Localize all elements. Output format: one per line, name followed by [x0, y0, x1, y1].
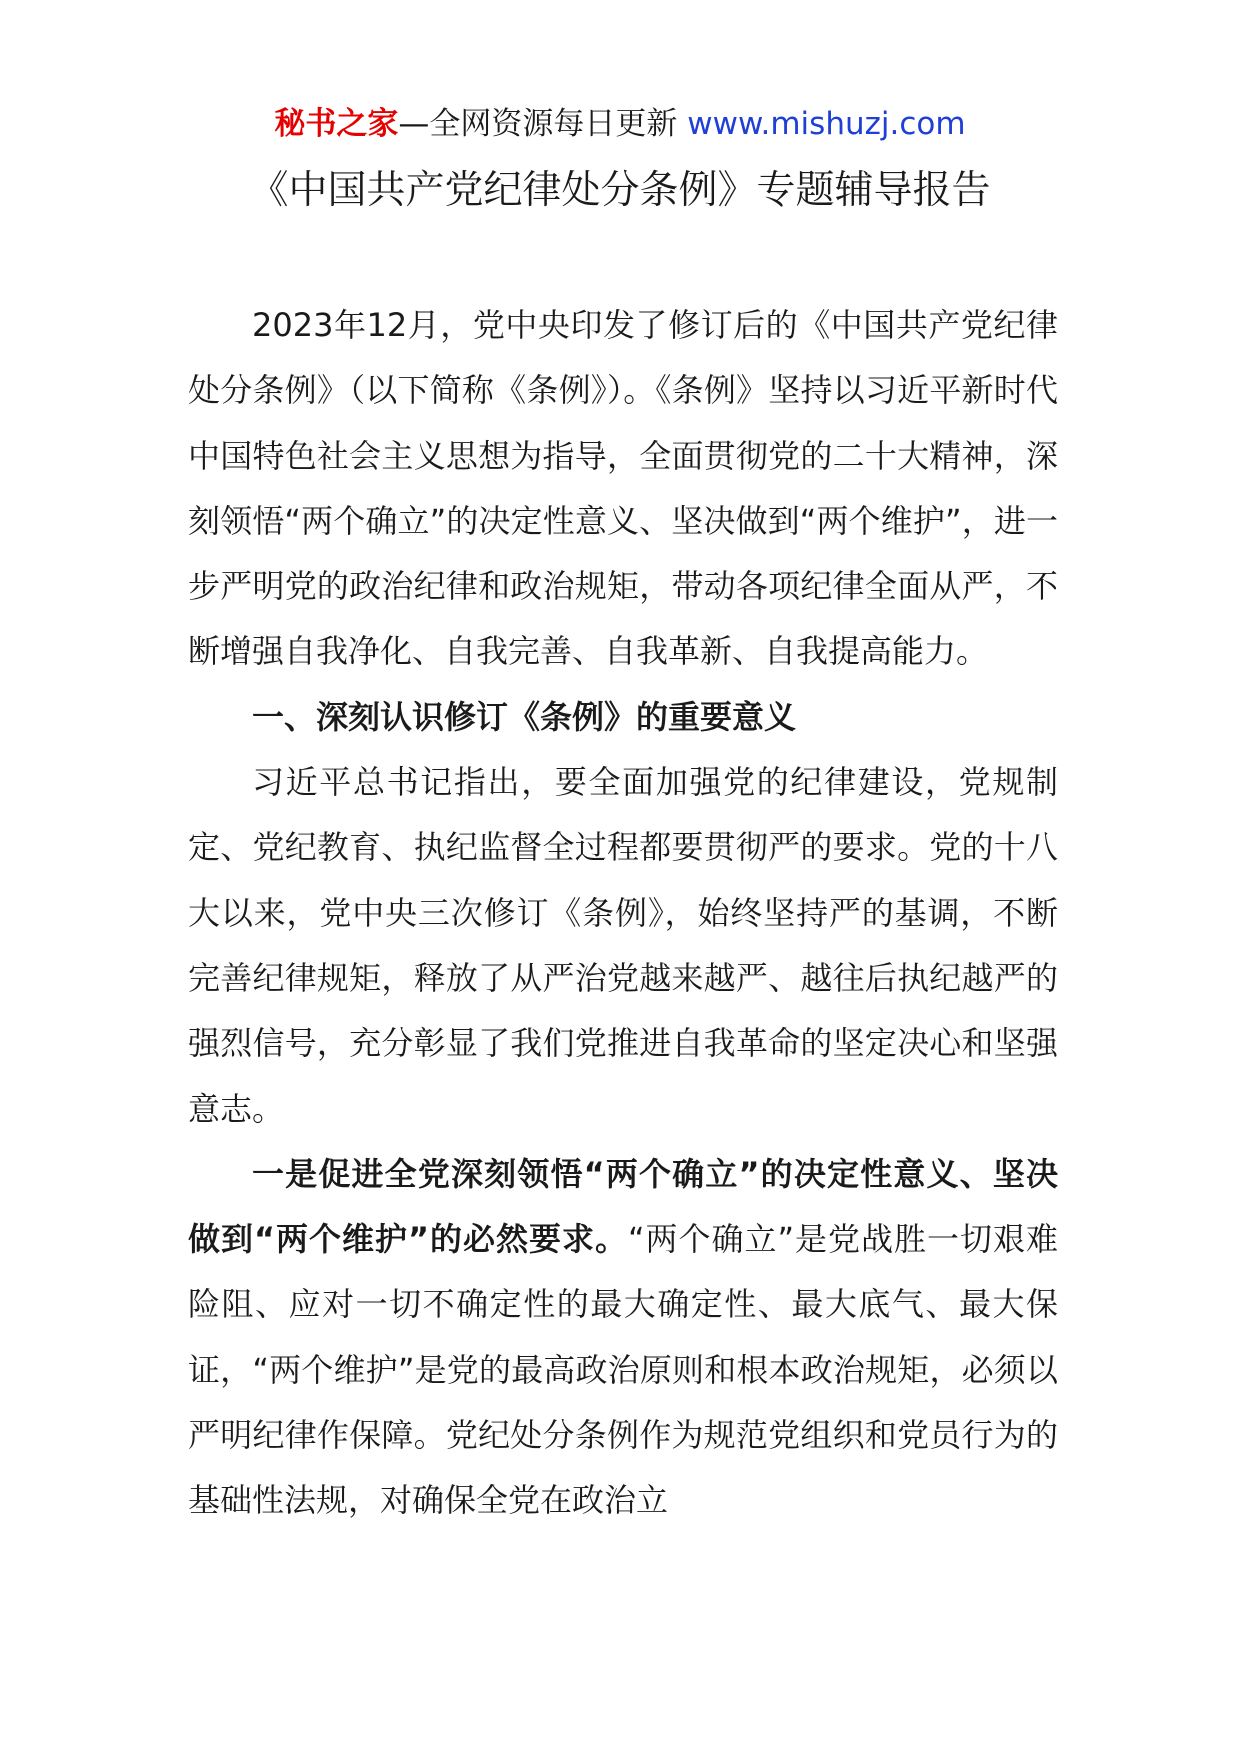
brand-name: 秘书之家	[274, 106, 399, 142]
intro-paragraph: 2023年12月，党中央印发了修订后的《中国共产党纪律处分条例》（以下简称《条例》）。《条例》坚持以习近平新时代中国特色社会主义思想为指导，全面贯彻党的二十大精神，深刻领悟“两个确立”的决定性意义、坚决做到“两个维护”，进一步严明党的政治纪律和政治规矩，带动各项纪律全面从严，不断增强自我净化、自我完善、自我革新、自我提高能力。	[188, 306, 1058, 671]
section-heading-1: 一、深刻认识修订《条例》的重要意义	[252, 697, 797, 736]
section-1-paragraph: 习近平总书记指出，要全面加强党的纪律建设，党规制定、党纪教育、执纪监督全过程都要贯彻严的要求。党的十八大以来，党中央三次修订《条例》，始终坚持严的基调，不断完善纪律规矩，释放了从严治党越来越严、越往后执纪越严的强烈信号，充分彰显了我们党推进自我革命的坚定决心和坚强意志。	[188, 763, 1058, 1128]
document-title: 《中国共产党纪律处分条例》专题辅导报告	[249, 168, 991, 213]
site-url-link[interactable]: www.mishuzj.com	[687, 106, 966, 142]
point-1-body: “两个确立”是党战胜一切艰难险阻、应对一切不确定性的最大确定性、最大底气、最大保证，“两个维护”是党的最高政治原则和根本政治规矩，必须以严明纪律作保障。党纪处分条例作为规范党组织和党员行为的基础性法规，对确保全党在政治立	[188, 1220, 1058, 1520]
document-body	[188, 293, 1058, 1534]
point-1-lead: 一是促进全党深刻领悟“两个确立”的决定性意义、坚决做到“两个维护”的必然要求。	[188, 1154, 1058, 1259]
point-1-paragraph	[188, 1142, 1058, 1534]
site-header	[0, 102, 1240, 146]
header-tagline: —全网资源每日更新	[398, 106, 678, 142]
